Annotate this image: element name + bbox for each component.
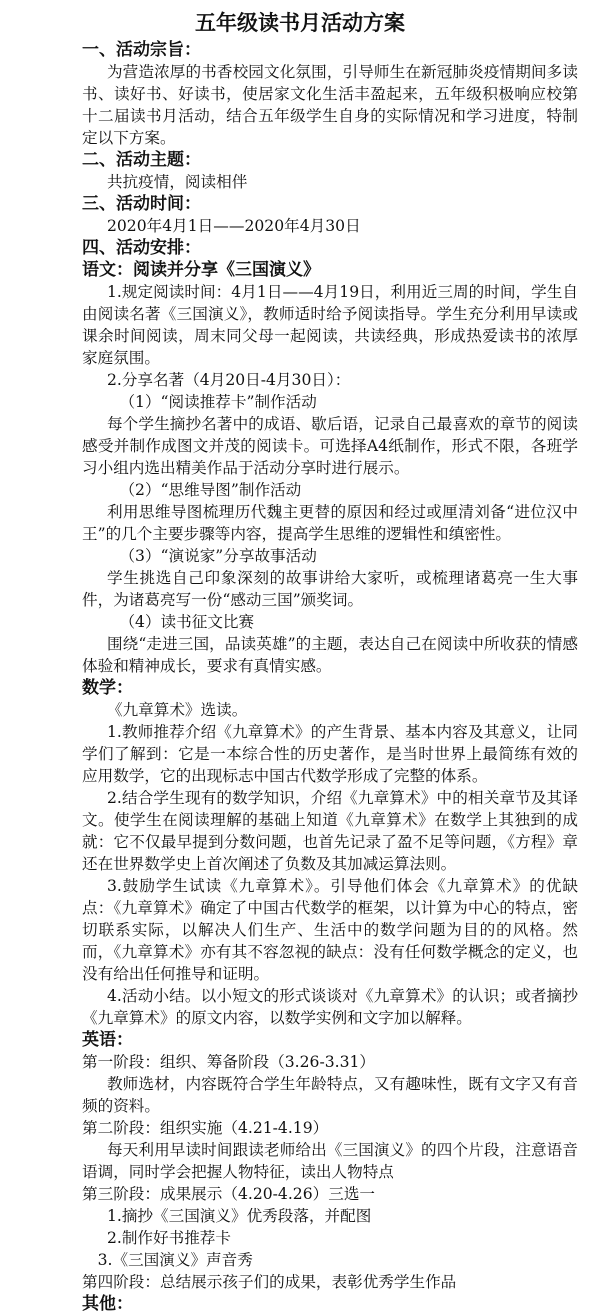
paragraph: （4）读书征文比赛 [119,613,255,631]
paragraph: 3.鼓励学生试读《九章算术》。引导他们体会《九章算术》的优缺点：《九章算术》确定了中国古代数学的框架，以计算为中心的特点，密切联系实际，以解决人们生产、生活中的数学问题为目的的风格。然而，《九章算术》亦有其不容忽视的缺点：没有任何数学概念的定义，也没有给出任何推导和证明。 [82,877,578,983]
paragraph: 第二阶段：组织实施（4.21-4.19） [82,1119,329,1137]
paragraph: 共抗疫情，阅读相伴 [106,173,248,191]
paragraph: 3.《三国演义》声音秀 [97,1251,253,1269]
paragraph: 第三阶段：成果展示（4.20-4.26）三选一 [82,1185,376,1203]
paragraph: 学生挑选自己印象深刻的故事讲给大家听，或梳理诸葛亮一生大事件，为诸葛亮写一份“感动三国”颁奖词。 [82,569,578,609]
subsection-heading: 数学： [82,678,133,698]
paragraph: 2.制作好书推荐卡 [106,1229,231,1247]
paragraph: 第四阶段：总结展示孩子们的成果，表彰优秀学生作品 [82,1273,457,1291]
section-heading: 二、活动主题： [82,150,201,170]
paragraph: 每个学生摘抄名著中的成语、歇后语，记录自己最喜欢的章节的阅读感受并制作成图文并茂的阅读卡。可选择A4纸制作，形式不限，各班学习小组内选出精美作品于活动分享时进行展示。 [82,415,578,477]
document-body [0,39,600,1315]
subsection-heading: 其他： [82,1294,133,1314]
paragraph: 2.分享名著（4月20日-4月30日）： [106,371,351,389]
paragraph: 利用思维导图梳理历代魏主更替的原因和经过或厘清刘备“进位汉中王”的几个主要步骤等内容，提高学生思维的逻辑性和缜密性。 [82,503,578,543]
paragraph: 每天利用早读时间跟读老师给出《三国演义》的四个片段，注意语音语调，同时学会把握人物特征，读出人物特点 [82,1141,578,1181]
subsection-heading: 语文：阅读并分享《三国演义》 [82,260,320,280]
paragraph: （1）“阅读推荐卡”制作活动 [119,393,317,411]
paragraph: （2）“思维导图”制作活动 [119,481,302,499]
paragraph: 围绕“走进三国，品读英雄”的主题，表达自己在阅读中所收获的情感体验和精神成长，要求有真情实感。 [82,635,578,675]
paragraph: 4.活动小结。以小短文的形式谈谈对《九章算术》的认识；或者摘抄《九章算术》的原文内容，以数学实例和文字加以解释。 [82,987,578,1027]
section-heading: 三、活动时间： [82,194,201,214]
paragraph: 《九章算术》选读。 [106,701,248,719]
paragraph: 为营造浓厚的书香校园文化氛围，引导师生在新冠肺炎疫情期间多读书、读好书、好读书，使居家文化生活丰盈起来，五年级积极响应校第十二届读书月活动，结合五年级学生自身的实际情况和学习进度，特制定以下方案。 [82,63,578,147]
paragraph: 2.结合学生现有的数学知识，介绍《九章算术》中的相关章节及其译文。使学生在阅读理解的基础上知道《九章算术》在数学上其独到的成就：它不仅最早提到分数问题，也首先记录了盈不足等问题，《方程》章还在世界数学史上首次阐述了负数及其加减运算法则。 [82,789,578,873]
paragraph: 1.摘抄《三国演义》优秀段落，并配图 [106,1207,372,1225]
document-title: 五年级读书月活动方案 [195,11,405,35]
section-heading: 四、活动安排： [82,238,201,258]
paragraph: （3）“演说家”分享故事活动 [119,547,317,565]
paragraph: 教师选材，内容既符合学生年龄特点，又有趣味性，既有文字又有音频的资料。 [82,1075,578,1115]
section-heading: 一、活动宗旨： [82,40,201,60]
subsection-heading: 英语： [82,1030,133,1050]
paragraph: 第一阶段：组织、筹备阶段（3.26-3.31） [82,1053,376,1071]
paragraph: 2020年4月1日——2020年4月30日 [106,217,361,235]
paragraph: 1.规定阅读时间：4月1日——4月19日，利用近三周的时间，学生自由阅读名著《三国演义》，教师适时给予阅读指导。学生充分利用早读或课余时间阅读，周末同父母一起阅读，共读经典，形成热爱读书的浓厚家庭氛围。 [82,283,578,367]
paragraph: 1.教师推荐介绍《九章算术》的产生背景、基本内容及其意义，让同学们了解到：它是一本综合性的历史著作，是当时世界上最简练有效的应用数学，它的出现标志中国古代数学形成了完整的体系。 [82,723,578,785]
document-page [0,10,600,1314]
